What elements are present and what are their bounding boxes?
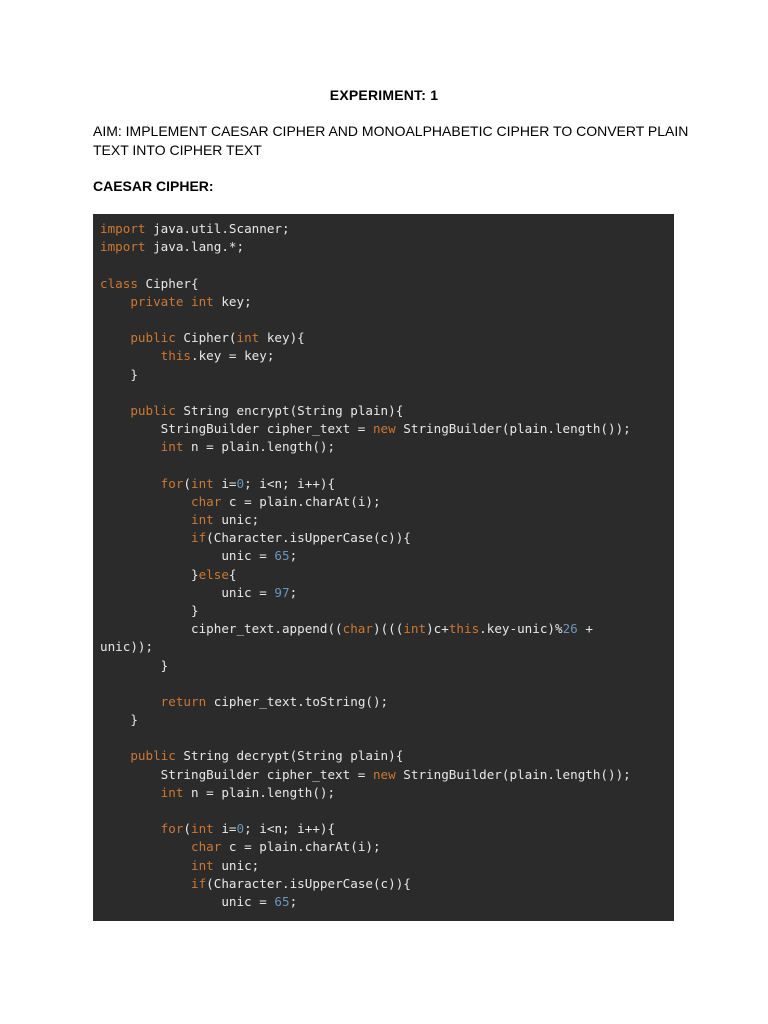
code-line: } [100, 657, 169, 673]
code-line [100, 802, 674, 820]
page-title: EXPERIMENT: 1 [329, 87, 439, 103]
code-line [100, 311, 674, 329]
code-line: int n = plain.length(); [160, 784, 336, 800]
code-line: for(int i=0; i<n; i++){ [160, 475, 336, 491]
code-line: } [100, 602, 199, 618]
code-line [100, 384, 674, 402]
code-line: int unic; [191, 857, 260, 873]
code-line: char c = plain.charAt(i); [191, 839, 381, 855]
code-line: public Cipher(int key){ [130, 330, 305, 346]
code-line: char c = plain.charAt(i); [191, 493, 381, 509]
code-line: StringBuilder cipher_text = new StringBuilder(plain.length()); [100, 421, 631, 437]
code-line: StringBuilder cipher_text = new StringBuilder(plain.length()); [100, 766, 631, 782]
section-heading: CAESAR CIPHER: [93, 178, 214, 194]
code-line: cipher_text.append((char)(((int)c+this.key-unic)%26 + [100, 621, 593, 637]
code-line: import java.util.Scanner; [100, 221, 290, 236]
code-line: this.key = key; [160, 348, 275, 364]
code-line: if(Character.isUpperCase(c)){ [191, 530, 411, 546]
code-line: private int key; [130, 293, 252, 309]
code-line: for(int i=0; i<n; i++){ [160, 821, 336, 837]
code-line [100, 456, 674, 474]
code-line: int n = plain.length(); [160, 439, 336, 455]
code-line: } [100, 366, 138, 382]
aim-text: AIM: IMPLEMENT CAESAR CIPHER AND MONOALPHABETIC CIPHER TO CONVERT PLAIN TEXT INTO CIPHER TEXT [93, 123, 689, 158]
code-line: unic = 65; [100, 548, 298, 564]
code-line: unic = 65; [100, 893, 298, 909]
code-line: return cipher_text.toString(); [160, 693, 389, 709]
code-line [100, 256, 674, 274]
code-line: class Cipher{ [100, 275, 199, 291]
code-line: } [100, 712, 138, 728]
code-line: unic = 97; [100, 584, 298, 600]
code-listing [93, 214, 674, 911]
code-line: public String encrypt(String plain){ [130, 402, 404, 418]
code-line: }else{ [100, 566, 237, 582]
code-line: unic)); [100, 639, 154, 655]
code-line: public String decrypt(String plain){ [130, 748, 404, 764]
code-block [93, 214, 674, 921]
code-line [100, 675, 674, 693]
code-line [100, 729, 674, 747]
code-line: import java.lang.*; [100, 239, 245, 255]
code-line: int unic; [191, 512, 260, 527]
code-line: if(Character.isUpperCase(c)){ [191, 875, 411, 891]
